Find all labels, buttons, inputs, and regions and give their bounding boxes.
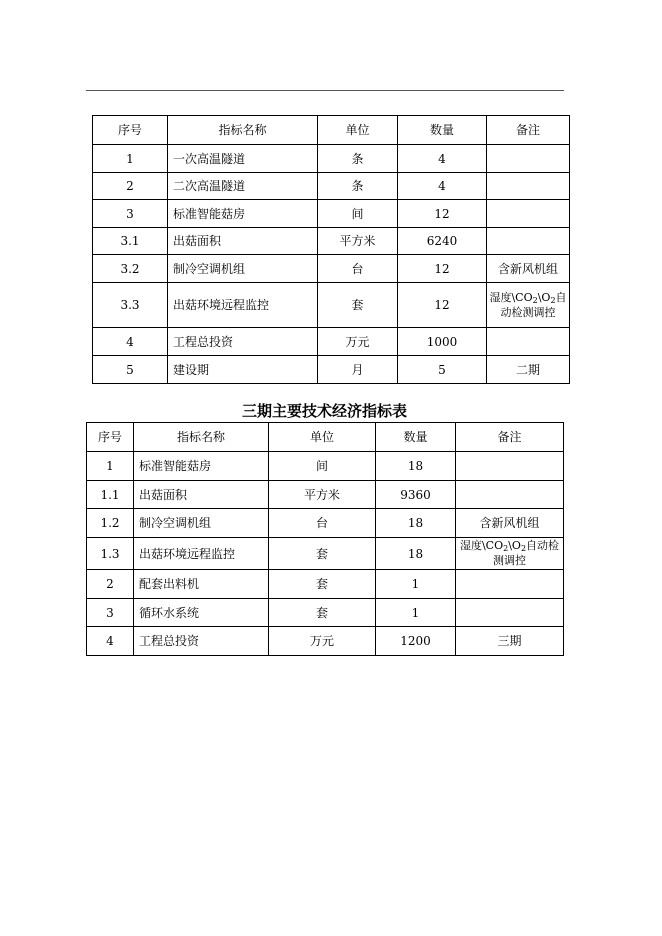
cell-qty: 18 <box>376 509 456 538</box>
cell-note <box>456 570 564 599</box>
cell-name: 二次高温隧道 <box>168 173 318 200</box>
table-row <box>87 452 564 481</box>
table-row <box>87 627 564 656</box>
table-row <box>93 228 570 255</box>
cell-name: 标准智能菇房 <box>134 452 269 481</box>
cell-note: 含新风机组 <box>456 509 564 538</box>
phase2-indicator-table <box>92 115 570 384</box>
cell-unit: 条 <box>318 145 398 173</box>
cell-unit: 间 <box>318 200 398 228</box>
table-row <box>87 509 564 538</box>
cell-qty: 12 <box>398 283 487 328</box>
table-row <box>87 481 564 509</box>
cell-unit: 万元 <box>269 627 376 656</box>
cell-unit: 套 <box>269 538 376 570</box>
cell-note: 三期 <box>456 627 564 656</box>
cell-qty: 1200 <box>376 627 456 656</box>
table2-title: 三期主要技术经济指标表 <box>241 402 407 420</box>
cell-note <box>487 145 570 173</box>
table-row <box>93 328 570 356</box>
cell-no: 3 <box>87 599 134 627</box>
cell-name: 标准智能菇房 <box>168 200 318 228</box>
cell-name: 出菇面积 <box>134 481 269 509</box>
header-cell-note: 备注 <box>487 116 570 145</box>
cell-qty: 6240 <box>398 228 487 255</box>
cell-name: 制冷空调机组 <box>168 255 318 283</box>
cell-note <box>456 452 564 481</box>
cell-no: 5 <box>93 356 168 384</box>
cell-qty: 18 <box>376 452 456 481</box>
header-cell-qty: 数量 <box>376 423 456 452</box>
cell-no: 2 <box>93 173 168 200</box>
cell-name: 配套出料机 <box>134 570 269 599</box>
cell-unit: 套 <box>269 599 376 627</box>
cell-qty: 1 <box>376 570 456 599</box>
header-cell-unit: 单位 <box>269 423 376 452</box>
table-row <box>93 200 570 228</box>
cell-no: 1 <box>93 145 168 173</box>
cell-note <box>456 481 564 509</box>
cell-unit: 平方米 <box>269 481 376 509</box>
cell-name: 工程总投资 <box>134 627 269 656</box>
cell-note <box>487 200 570 228</box>
cell-unit: 台 <box>269 509 376 538</box>
cell-note <box>487 228 570 255</box>
cell-no: 1.2 <box>87 509 134 538</box>
cell-no: 3.1 <box>93 228 168 255</box>
cell-name: 建设期 <box>168 356 318 384</box>
header-cell-name: 指标名称 <box>168 116 318 145</box>
table-row <box>93 356 570 384</box>
cell-name: 出菇面积 <box>168 228 318 255</box>
header-cell-note: 备注 <box>456 423 564 452</box>
header-cell-qty: 数量 <box>398 116 487 145</box>
cell-note: 含新风机组 <box>487 255 570 283</box>
cell-qty: 4 <box>398 145 487 173</box>
cell-qty: 18 <box>376 538 456 570</box>
table-header-row <box>87 423 564 452</box>
cell-note: 湿度$\backslash CO_2\backslash O_2$自动检测调控 <box>487 283 570 328</box>
cell-name: 工程总投资 <box>168 328 318 356</box>
cell-qty: 4 <box>398 173 487 200</box>
cell-unit: 台 <box>318 255 398 283</box>
cell-note: 二期 <box>487 356 570 384</box>
header-cell-no: 序号 <box>87 423 134 452</box>
cell-name: 循环水系统 <box>134 599 269 627</box>
cell-unit: 月 <box>318 356 398 384</box>
table-row <box>87 570 564 599</box>
cell-qty: 12 <box>398 200 487 228</box>
cell-no: 1.3 <box>87 538 134 570</box>
cell-unit: 万元 <box>318 328 398 356</box>
cell-qty: 5 <box>398 356 487 384</box>
cell-qty: 9360 <box>376 481 456 509</box>
cell-unit: 平方米 <box>318 228 398 255</box>
phase3-indicator-table <box>86 422 564 656</box>
cell-no: 1.1 <box>87 481 134 509</box>
header-cell-unit: 单位 <box>318 116 398 145</box>
cell-unit: 套 <box>318 283 398 328</box>
cell-note: 湿度$\backslash CO_2\backslash O_2$自动检测调控 <box>456 538 564 570</box>
cell-no: 3.2 <box>93 255 168 283</box>
header-cell-no: 序号 <box>93 116 168 145</box>
table-row <box>93 173 570 200</box>
table-row <box>93 283 570 328</box>
cell-qty: 12 <box>398 255 487 283</box>
cell-no: 3.3 <box>93 283 168 328</box>
cell-name: 出菇环境远程监控 <box>168 283 318 328</box>
cell-note <box>487 328 570 356</box>
cell-unit: 间 <box>269 452 376 481</box>
table-row <box>87 599 564 627</box>
header-cell-name: 指标名称 <box>134 423 269 452</box>
cell-note <box>487 173 570 200</box>
cell-note <box>456 599 564 627</box>
cell-no: 1 <box>87 452 134 481</box>
table-row <box>93 145 570 173</box>
table-row <box>93 255 570 283</box>
cell-name: 一次高温隧道 <box>168 145 318 173</box>
cell-no: 4 <box>87 627 134 656</box>
cell-unit: 套 <box>269 570 376 599</box>
cell-qty: 1000 <box>398 328 487 356</box>
table-header-row <box>93 116 570 145</box>
table-row <box>87 538 564 570</box>
cell-no: 4 <box>93 328 168 356</box>
cell-unit: 条 <box>318 173 398 200</box>
cell-no: 2 <box>87 570 134 599</box>
cell-name: 制冷空调机组 <box>134 509 269 538</box>
cell-no: 3 <box>93 200 168 228</box>
header-rule <box>86 90 564 91</box>
cell-name: 出菇环境远程监控 <box>134 538 269 570</box>
cell-qty: 1 <box>376 599 456 627</box>
